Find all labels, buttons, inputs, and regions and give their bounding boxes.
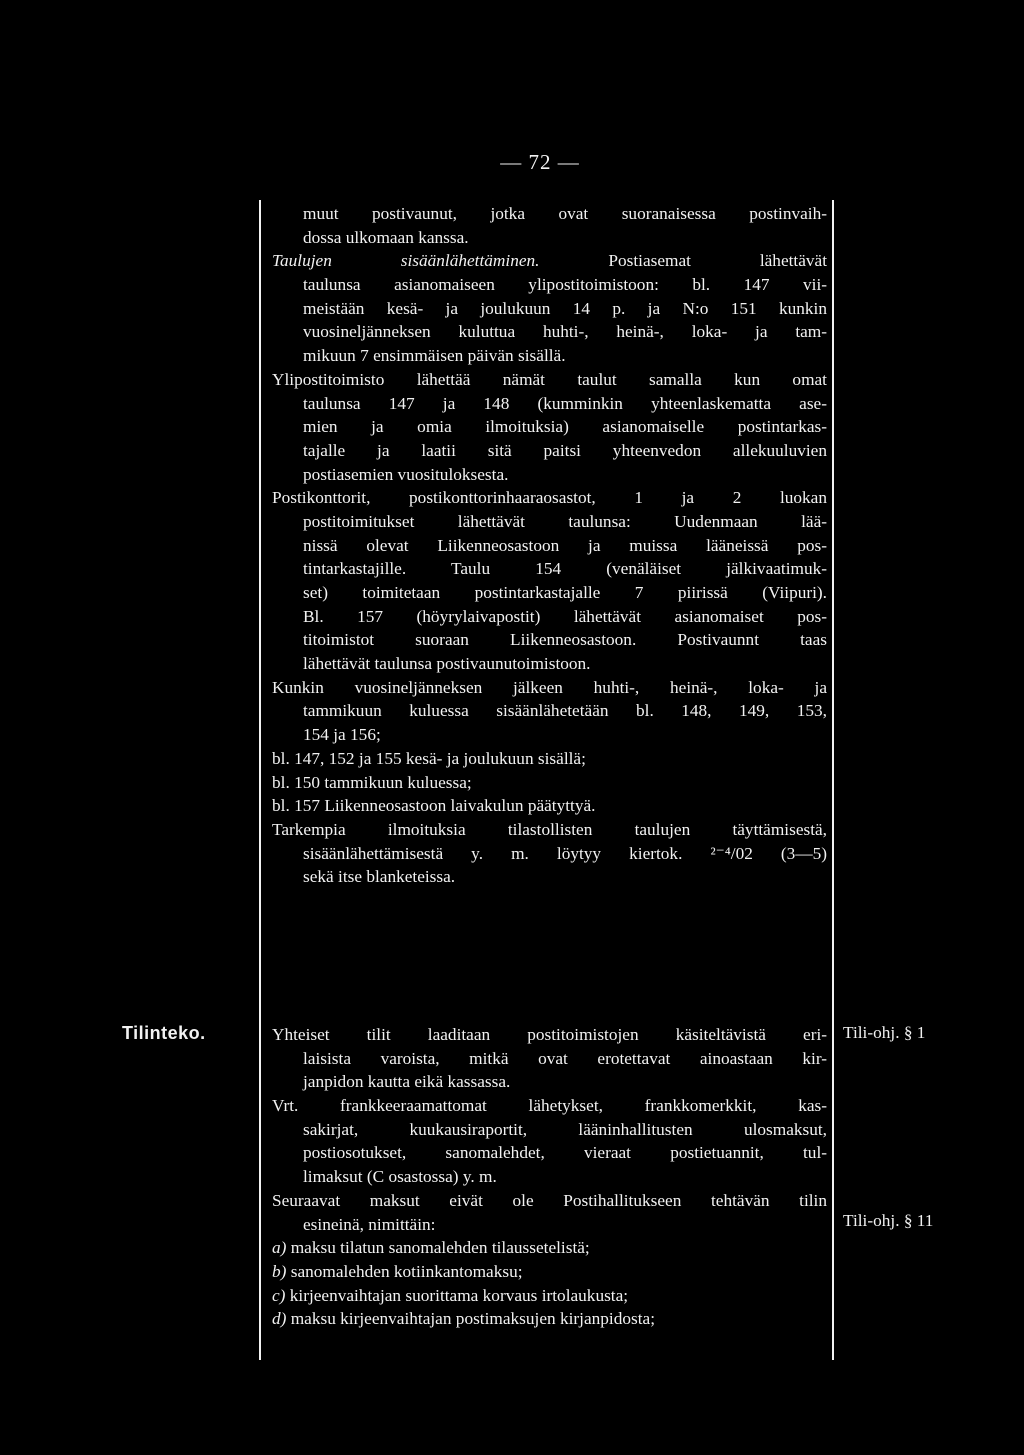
text-line [272,1307,827,1331]
text-line [272,273,827,297]
text-line [272,226,827,250]
text-line [272,534,827,558]
italic-run: a) [272,1238,287,1258]
line-text: bl. 157 Liikenneosastoon laivakulun päätyttyä. [272,796,596,816]
text-line [272,1070,827,1094]
line-text: bl. 147, 152 ja 155 kesä- ja joulukuun sisällä; [272,748,586,768]
line-text: maksu kirjeenvaihtajan postimaksujen kirjanpidosta; [286,1309,655,1329]
text-line [272,723,827,747]
text-line [272,865,827,889]
section-heading-tilinteko: Tilinteko. [122,1023,206,1043]
text-line [272,392,827,416]
line-text: titoimistot suoraan Liikenneosastoon. Postivaunnt taas [303,630,827,650]
text-line [272,771,827,795]
line-text: set) toimitetaan postintarkastajalle 7 piirissä (Viipuri). [303,583,827,602]
line-text: dossa ulkomaan kanssa. [303,227,469,247]
line-text: postiosotukset, sanomalehdet, vieraat postietuannit, tul- [303,1143,827,1163]
line-text: Kunkin vuosineljänneksen jälkeen huhti-, heinä-, loka- ja [272,677,827,697]
left-column-rule [259,200,261,1360]
text-line [272,1236,827,1260]
line-text: Seuraavat maksut eivät ole Postihallitukseen tehtävän tilin [272,1190,827,1210]
text-line [272,320,827,344]
text-line [272,818,827,842]
line-text: tammikuun kuluessa sisäänlähetetään bl. 148, 149, 153, [303,701,827,721]
text-line [272,1047,827,1071]
margin-reference: Tili-ohj. § 11 [843,1211,934,1230]
line-text: limaksut (C osastossa) y. m. [303,1167,497,1187]
line-text: tajalle ja laatii sitä paitsi yhteenvedon allekuuluvien [303,440,827,460]
line-text: sakirjat, kuukausiraportit, lääninhallitusten ulosmaksut, [303,1119,827,1139]
line-text: sekä itse blanketeissa. [303,867,456,887]
line-text: maksu tilatun sanomalehden tilaussetelistä; [286,1238,590,1258]
text-line [272,747,827,771]
text-line [272,794,827,818]
text-line [272,581,827,605]
line-text: Vrt. frankkeeraamattomat lähetykset, frankkomerkkit, kas- [272,1096,827,1116]
line-text: mien ja omia ilmoituksia) asianomaiselle postintarkas- [303,417,827,437]
text-line [272,628,827,652]
line-text: Ylipostitoimisto lähettää nämät taulut samalla kun omat [272,369,827,389]
margin-reference: Tili-ohj. § 1 [843,1023,926,1042]
line-text: nissä olevat Liikenneosastoon ja muissa lääneissä pos- [303,535,827,555]
tilinteko-text-block [272,1023,827,1331]
line-text: Postiasemat lähettävät [539,251,827,271]
text-line [272,1141,827,1165]
line-text: laisista varoista, mitkä ovat erotettavat ainoastaan kir- [303,1048,827,1068]
text-line [272,1118,827,1142]
text-line [272,1213,827,1237]
text-line [272,605,827,629]
text-line [272,415,827,439]
text-line [272,1023,827,1047]
line-text: Tarkempia ilmoituksia tilastollisten taulujen täyttämisestä, [272,819,827,839]
line-text: postitoimitukset lähettävät taulunsa: Uudenmaan lää- [303,511,827,531]
text-line [272,249,827,273]
italic-run: Taulujen sisäänlähettäminen. [272,251,540,271]
text-line [272,463,827,487]
text-line [272,1260,827,1284]
right-column-rule [832,200,834,1360]
text-line [272,557,827,581]
line-text: sanomalehden kotiinkantomaksu; [286,1261,523,1281]
line-text: mikuun 7 ensimmäisen päivän sisällä. [303,346,566,366]
text-line [272,368,827,392]
line-text: postiasemien vuosituloksesta. [303,464,509,484]
text-line [272,1094,827,1118]
line-text: Yhteiset tilit laaditaan postitoimistojen käsiteltävistä eri- [272,1025,827,1044]
line-text: esineinä, nimittäin: [303,1214,436,1234]
text-line [272,202,827,226]
line-text: Postikonttorit, postikonttorinhaaraosastot, 1 ja 2 luokan [272,488,827,508]
line-text: lähettävät taulunsa postivaunutoimistoon. [303,654,591,674]
text-line [272,676,827,700]
text-line [272,510,827,534]
page-number: — 72 — [500,150,580,174]
text-line [272,699,827,723]
line-text: meistään kesä- ja joulukuun 14 p. ja N:o 151 kunkin [303,298,827,318]
text-line [272,439,827,463]
text-line [272,1284,827,1308]
line-text: bl. 150 tammikuun kuluessa; [272,772,472,792]
italic-run: d) [272,1309,287,1329]
line-text: muut postivaunut, jotka ovat suoranaisessa postinvaih- [303,204,827,223]
line-text: Bl. 157 (höyrylaivapostit) lähettävät asianomaiset pos- [303,606,827,626]
text-line [272,1165,827,1189]
line-text: taulunsa asianomaiseen ylipostitoimistoon: bl. 147 vii- [303,275,827,295]
line-text: kirjeenvaihtajan suorittama korvaus irtolaukusta; [285,1285,629,1305]
main-text-block [272,202,827,889]
line-text: sisäänlähettämisestä y. m. löytyy kiertok. ²⁻⁴/02 (3—5) [303,843,827,863]
italic-run: c) [272,1285,286,1305]
text-line [272,344,827,368]
line-text: janpidon kautta eikä kassassa. [303,1072,511,1092]
text-line [272,297,827,321]
line-text: vuosineljänneksen kuluttua huhti-, heinä-, loka- ja tam- [303,322,827,342]
italic-run: b) [272,1261,287,1281]
line-text: tintarkastajille. Taulu 154 (venäläiset jälkivaatimuk- [303,559,827,579]
line-text: taulunsa 147 ja 148 (kumminkin yhteenlaskematta ase- [303,393,827,413]
text-line [272,1189,827,1213]
line-text: 154 ja 156; [303,725,381,745]
text-line [272,652,827,676]
text-line [272,842,827,866]
text-line [272,486,827,510]
